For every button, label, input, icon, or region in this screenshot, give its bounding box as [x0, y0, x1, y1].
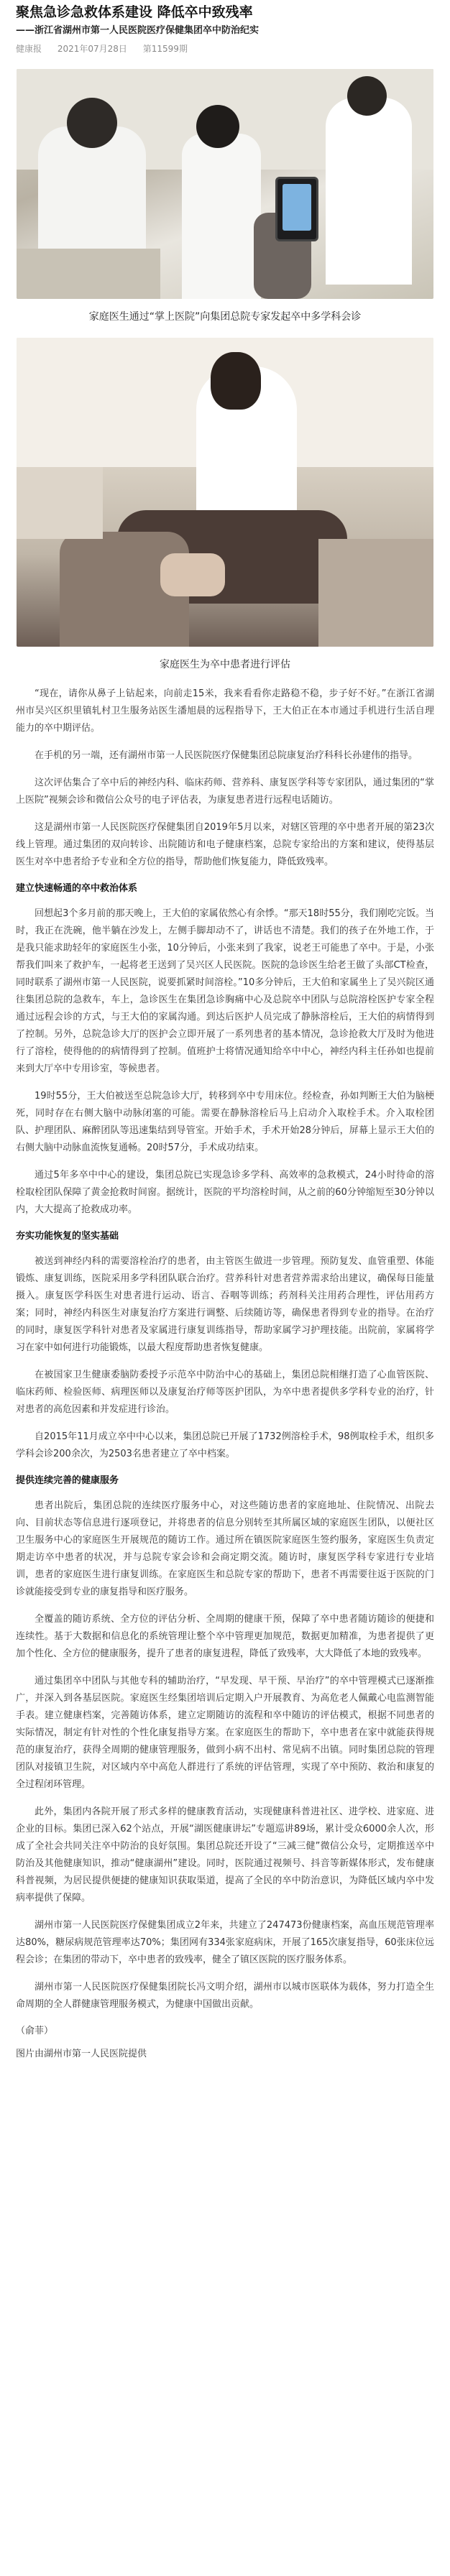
section-heading: 建立快速畅通的卒中救治体系 — [16, 883, 138, 894]
issue-label: 第11599期 — [142, 44, 188, 54]
paragraph: 全覆盖的随访系统、全方位的评估分析、全周期的健康干预，保障了卒中患者随访随诊的便捷和连续性。基于大数据和信息化的系统管理让整个卒中管理更加规范，数据更加精准，为患者提供了更加个性化、全方位的健康服务，提升了患者的康复进程，降低了致残率，大大降低了本地的致残率。 — [16, 1614, 434, 1659]
paragraph: 19时55分，王大伯被送至总院急诊大厅，转移到卒中专用床位。经检查，孙如判断王大伯为脑梗死，同时存在右侧大脑中动脉闭塞的可能。需要在静脉溶栓后马上启动介入取栓手术。介入取栓团队、护理团队、麻醉团队等迅速集结到导管室。开始手术，手术开始28分钟后，屏幕上显示王大伯的右侧大脑中动脉血流恢复通畅。20时57分，手术成功结束。 — [16, 1091, 434, 1153]
paragraph: 此外，集团内各院开展了形式多样的健康教育活动，实现健康科普进社区、进学校、进家庭、进企业的目标。集团已深入62个站点，开展“湖医健康讲坛”专题巡讲89场，累计受众6000余人次，形成了全社会共同关注卒中防治的良好氛围。集团总院还开设了“三减三健”微信公众号，定期推送卒中防治及其他健康知识，推动“健康湖州”建设。同时，医院通过视频号、抖音等新媒体形式，发布健康科普视频，为居民提供便捷的健康知识获取渠道，提高了全民的卒中防治意识，为降低区域内卒中发病率提供了保障。 — [16, 1806, 434, 1903]
paragraph: “现在，请你从鼻子上钻起来，向前走15米，我来看看你走路稳不稳，步子好不好。”在浙江省湖州市吴兴区织里镇轧村卫生服务站医生潘旭晨的远程指导下，王大伯正在本市通过手机进行生活自理能力的卒中期评估。 — [16, 688, 434, 734]
paragraph: 这是湖州市第一人民医院医疗保健集团自2019年5月以来，对辖区管理的卒中患者开展的第23次线上管理。通过集团的双向转诊、出院随访和电子健康档案，总院专家给出的方案和建议，使得基层医生对卒中患者给予专业和全方位的指导，帮助他们恢复能力，降低致残率。 — [16, 822, 434, 867]
paragraph: 通过集团卒中团队与其他专科的辅助治疗，“早发现、早干预、早治疗”的卒中管理模式已逐渐推广，并深入到各基层医院。家庭医生经集团培训后定期入户开展教育、为高危老人佩戴心电监测智能手表。建立健康档案，完善随访体系，建立定期随访的流程和卒中随访的评估模式，根据不同患者的实际情况，制定有针对性的个性化康复指导方案。在家庭医生的帮助下，卒中患者在家中就能获得规范的康复治疗，获得全周期的健康管理服务，做到小病不出村、常见病不出镇。同时集团总院的管理团队对接镇卫生院，对区域内卒中高危人群进行了系统的评估管理，实现了卒中预防、救治和康复的全过程闭环管理。 — [16, 1676, 434, 1790]
article-title: 聚焦急诊急救体系建设 降低卒中致残率 — [16, 4, 253, 20]
section-heading: 夯实功能恢复的坚实基础 — [16, 1231, 119, 1242]
photo-patient-assessment — [17, 338, 433, 647]
paragraph: 回想起3个多月前的那天晚上，王大伯的家属依然心有余悸。“那天18时55分，我们刚吃完饭。当时，我正在洗碗，他半躺在沙发上，左侧手脚却动不了，讲话也不清楚。我们的孩子在外地工作，于是我只能求助轻年的家庭医生小张，10分钟后，小张来到了我家，说老王可能患了卒中。于是，小张帮我们叫来了救护车，一起将老王送到了吴兴区人民医院。医院的急诊医生给老王做了头部CT检查，同时联系了湖州市第一人民医院，说要抓紧时间溶栓。”10多分钟后，王大伯和家属坐上了吴兴院区通往集团总院的急救车，车上，急诊医生在集团急诊胸痛中心及总院卒中团队与总院溶栓医护专家全程通过远程会诊的方式，与王大伯的家属沟通。到达后医护人员完成了静脉溶栓后，王大伯的病情得到了控制。另外，总院急诊大厅的医护会立即开展了一系列患者的基本情况，急诊抢救大厅及时为他进行了溶栓，使得他的的病情得到了控制。值班护士将情况通知给卒中中心，神经内科主任孙如也提前来到大厅卒中专用诊室，等候患者。 — [16, 908, 434, 1074]
paragraph: 在手机的另一端，还有湖州市第一人民医院医疗保健集团总院康复治疗科科长孙建伟的指导。 — [35, 750, 418, 761]
source-label: 健康报 — [16, 44, 42, 54]
article-meta — [16, 42, 434, 56]
photo-caption: 家庭医生通过“掌上医院”向集团总院专家发起卒中多学科会诊 — [88, 311, 362, 323]
paragraph: 湖州市第一人民医院医疗保健集团院长冯文明介绍，湖州市以城市医联体为载体，努力打造全生命周期的全人群健康管理服务模式，为健康中国做出贡献。 — [16, 1982, 434, 2010]
paragraph: 自2015年11月成立卒中中心以来，集团总院已开展了1732例溶栓手术，98例取栓手术，组织多学科会诊200余次，为2503名患者建立了卒中档案。 — [16, 1431, 434, 1459]
paragraph: 这次评估集合了卒中后的神经内科、临床药师、营养科、康复医学科等专家团队，通过集团的“掌上医院”视频会诊和微信公众号的电子评估表，为康复患者进行远程电话随访。 — [16, 777, 434, 805]
author-signature: （俞菲） — [16, 2026, 54, 2036]
date-label: 2021年07月28日 — [57, 44, 127, 54]
paragraph: 患者出院后，集团总院的连续医疗服务中心，对这些随访患者的家庭地址、住院情况、出院去向、目前状态等信息进行逐项登记，并将患者的信息分别转至其所属区域的家庭医生团队，以便社区卫生服务中心的家庭医生开展规范的随访工作。通过所在镇医院家庭医生签约服务，家庭医生负责定期走访卒中患者的状况，并与总院专家会诊和会商定期交流。随访时，康复医学科专家进行专业培训，患者的家庭医生进行康复训练。在家庭医生和总院专家的帮助下，患者不再需要往返于医院的门诊就能接受到专业的康复指导和医疗服务。 — [16, 1500, 434, 1597]
paragraph: 通过5年多卒中中心的建设，集团总院已实现急诊多学科、高效率的急救模式，24小时待命的溶栓取栓团队保障了黄金抢救时间窗。据统计，医院的平均溶栓时间，从之前的60分钟缩短至30分钟以内，大大提高了抢救成功率。 — [16, 1170, 434, 1215]
photo-caption: 家庭医生为卒中患者进行评估 — [160, 659, 290, 670]
article-subtitle: ——浙江省湖州市第一人民医院医疗保健集团卒中防治纪实 — [16, 25, 260, 36]
paragraph: 被送到神经内科的需要溶栓治疗的患者，由主管医生做进一步管理。预防复发、血管重塑、体能锻炼、康复训练，医院采用多学科团队联合治疗。营养科针对患者营养需求给出建议，确保每日能量摄入。康复医学科医生对患者进行运动、语言、吞咽等训练；药剂科关注用药合理性，评估用药方案；同时，神经内科医生对康复治疗方案进行调整、后续随访等，确保患者得到专业的指导。在治疗的同时，康复医学科针对患者及家属进行康复训练指导，帮助家属学习护理技能。出院前，家属将学习在家中如何进行功能锻炼，以最大程度帮助患者恢复健康。 — [16, 1256, 434, 1353]
section-heading: 提供连续完善的健康服务 — [16, 1475, 119, 1486]
paragraph: 在被国家卫生健康委脑防委授予示范卒中防治中心的基础上，集团总院相继打造了心血管医院、临床药师、检验医师、病理医师以及康复治疗师等医护团队，为卒中患者提供多学科专业的治疗，针对患者的高危因素和并发症进行诊治。 — [16, 1370, 434, 1415]
photo-remote-consultation — [17, 69, 433, 299]
paragraph: 湖州市第一人民医院医疗保健集团成立2年来，共建立了247473份健康档案，高血压规范管理率达80%，糖尿病规范管理率达70%；集团网有334张家庭病床，开展了165次康复指导，60张床位远程会诊；在集团的带动下，卒中患者的致残率，健全了镇区医院的医疗服务体系。 — [16, 1920, 434, 1965]
photo-credit: 图片由湖州市第一人民医院提供 — [16, 2049, 147, 2059]
article — [16, 0, 434, 2062]
